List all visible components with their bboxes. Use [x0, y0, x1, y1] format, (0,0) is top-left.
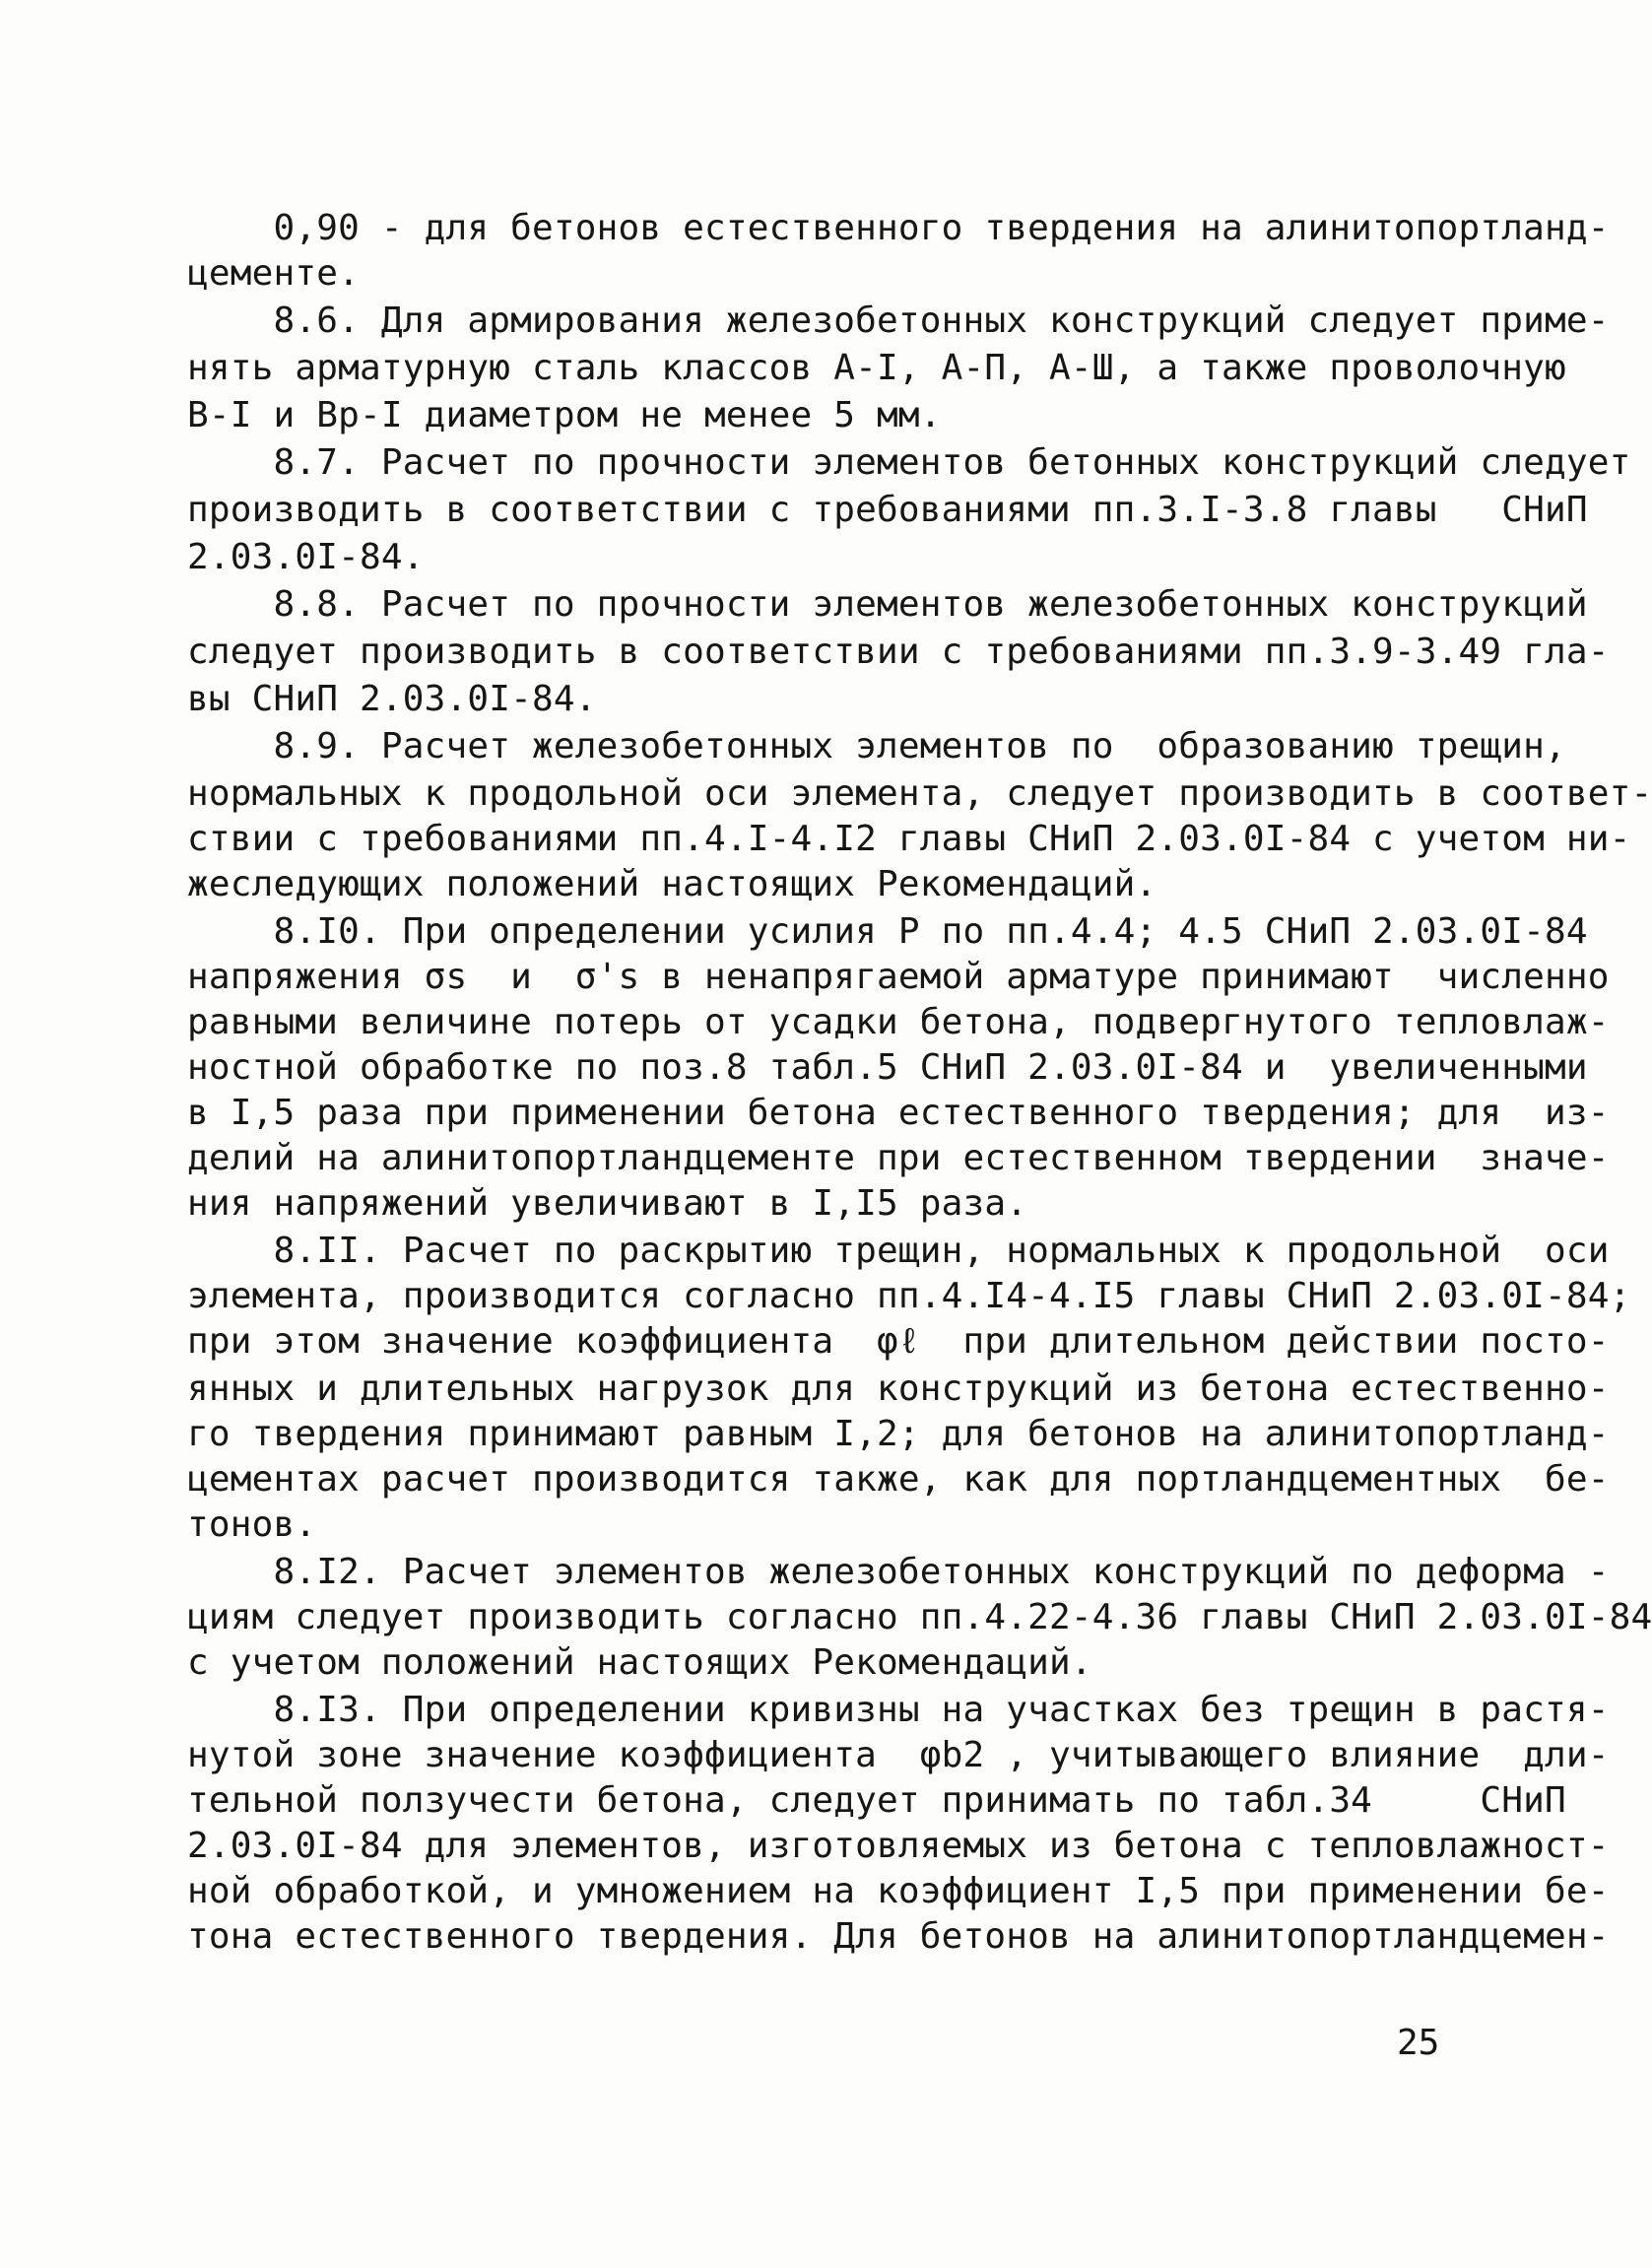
text-line: циям следует производить согласно пп.4.22-4.36 главы СНиП 2.03.0I-84	[187, 1597, 1652, 1637]
text-line: 8.9. Расчет железобетонных элементов по образованию трещин,	[187, 726, 1566, 767]
text-line: ностной обработке по поз.8 табл.5 СНиП 2.03.0I-84 и увеличенными	[187, 1047, 1588, 1088]
text-line: янных и длительных нагрузок для конструкций из бетона естественно-	[187, 1368, 1610, 1409]
text-line: жеследующих положений настоящих Рекомендаций.	[187, 864, 1157, 904]
text-line: вы СНиП 2.03.0I-84.	[187, 679, 597, 719]
text-line: 2.03.0I-84 для элементов, изготовляемых из бетона с тепловлажност-	[187, 1826, 1610, 1866]
text-line: го твердения принимают равным I,2; для бетонов на алинитопортланд-	[187, 1414, 1610, 1454]
text-line: ствии с требованиями пп.4.I-4.I2 главы СНиП 2.03.0I-84 с учетом ни-	[187, 819, 1631, 859]
text-line: в I,5 раза при применении бетона естественного твердения; для из-	[187, 1093, 1610, 1133]
text-line: нормальных к продольной оси элемента, следует производить в соответ-	[187, 773, 1652, 814]
text-line: 8.6. Для армирования железобетонных конструкций следует приме-	[187, 300, 1610, 341]
text-line: тельной ползучести бетона, следует принимать по табл.34 СНиП	[187, 1780, 1566, 1821]
text-line: тонов.	[187, 1504, 317, 1545]
text-line: цементе.	[187, 253, 360, 294]
text-line: элемента, производится согласно пп.4.I4-4.I5 главы СНиП 2.03.0I-84;	[187, 1276, 1631, 1316]
page-number: 25	[1397, 2023, 1440, 2063]
text-line: ной обработкой, и умножением на коэффициент I,5 при применении бе-	[187, 1871, 1610, 1911]
text-line: с учетом положений настоящих Рекомендаций.	[187, 1642, 1092, 1683]
text-line: В-I и Вр-I диаметром не менее 5 мм.	[187, 395, 942, 435]
text-line: 8.I2. Расчет элементов железобетонных конструкций по деформа -	[187, 1552, 1610, 1592]
text-line: 8.I3. При определении кривизны на участках без трещин в растя-	[187, 1690, 1610, 1730]
text-line: 8.7. Расчет по прочности элементов бетонных конструкций следует	[187, 442, 1631, 483]
text-line: напряжения σs и σ's в ненапрягаемой арматуре принимают численно	[187, 957, 1610, 997]
text-line: производить в соответствии с требованиями пп.3.I-3.8 главы СНиП	[187, 490, 1588, 530]
text-line: 8.II. Расчет по раскрытию трещин, нормальных к продольной оси	[187, 1231, 1610, 1271]
text-line: тона естественного твердения. Для бетонов на алинитопортландцемен-	[187, 1916, 1610, 1957]
text-line: равными величине потерь от усадки бетона, подвергнутого тепловлаж-	[187, 1002, 1610, 1042]
text-line: ния напряжений увеличивают в I,I5 раза.	[187, 1183, 1028, 1224]
text-line: делий на алинитопортландцементе при естественном твердении значе-	[187, 1138, 1610, 1178]
text-line: 2.03.0I-84.	[187, 537, 425, 577]
text-line: следует производить в соответствии с требованиями пп.3.9-3.49 гла-	[187, 632, 1610, 672]
text-line: цементах расчет производится также, как для портландцементных бе-	[187, 1459, 1610, 1500]
text-line: 0,90 - для бетонов естественного твердения на алинитопортланд-	[187, 208, 1610, 248]
text-line: 8.I0. При определении усилия Р по пп.4.4; 4.5 СНиП 2.03.0I-84	[187, 911, 1588, 952]
text-line: при этом значение коэффициента φℓ при длительном действии посто-	[187, 1321, 1610, 1362]
text-line: нутой зоне значение коэффициента φb2 , учитывающего влияние дли-	[187, 1735, 1610, 1775]
text-line: 8.8. Расчет по прочности элементов железобетонных конструкций	[187, 584, 1588, 625]
text-line: нять арматурную сталь классов А-I, А-П, А-Ш, а также проволочную	[187, 348, 1566, 388]
